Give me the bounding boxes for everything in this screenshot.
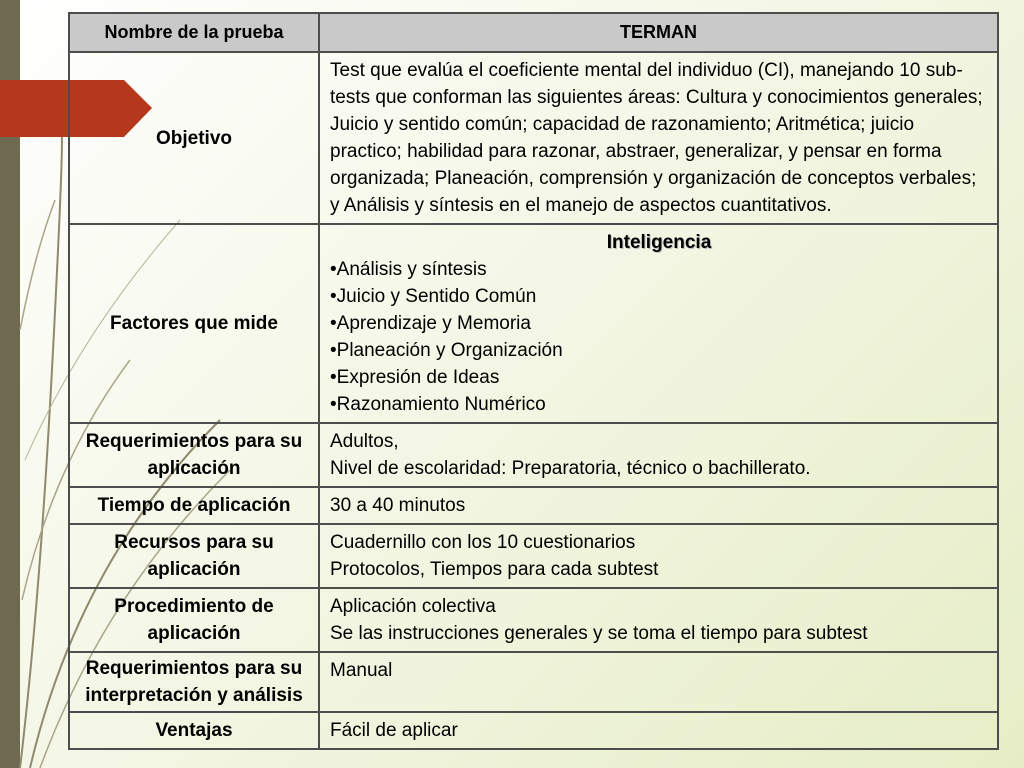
row-label-procedimiento xyxy=(69,588,319,652)
value-line: Nivel de escolaridad: Preparatoria, técnico o bachillerato. xyxy=(330,458,811,479)
list-item xyxy=(330,364,988,391)
row-label-tiempo xyxy=(69,487,319,524)
value-line: Adultos, xyxy=(330,431,399,452)
row-label-requerimientos-aplicacion xyxy=(69,423,319,487)
table-row-factores xyxy=(69,224,998,423)
value-line: Se las instrucciones generales y se toma el tiempo para subtest xyxy=(330,623,868,644)
list-item-text: Expresión de Ideas xyxy=(336,367,500,388)
row-label-text: Objetivo xyxy=(155,127,232,149)
list-item xyxy=(330,391,988,418)
table-row-requerimientos-aplicacion xyxy=(69,423,998,487)
header-value-cell xyxy=(319,13,998,52)
table-row-ventajas xyxy=(69,712,998,749)
table-row-interpretacion xyxy=(69,652,998,712)
test-info-table xyxy=(68,12,999,750)
table-row-objetivo xyxy=(69,52,998,224)
list-item xyxy=(330,256,988,283)
list-item-text: Juicio y Sentido Común xyxy=(336,286,537,307)
row-label-text: Procedimiento de aplicación xyxy=(114,596,274,644)
value-line: Fácil de aplicar xyxy=(330,720,458,741)
row-label-factores xyxy=(69,224,319,423)
row-value-objetivo xyxy=(319,52,998,224)
factores-subheading: Inteligencia xyxy=(606,232,712,253)
row-label-objetivo xyxy=(69,52,319,224)
table-row-tiempo xyxy=(69,487,998,524)
value-line: Protocolos, Tiempos para cada subtest xyxy=(330,559,659,580)
row-label-text: Ventajas xyxy=(155,720,233,741)
value-line: Aplicación colectiva xyxy=(330,596,496,617)
row-value-factores xyxy=(319,224,998,423)
table-row-procedimiento xyxy=(69,588,998,652)
row-value-text: Test que evalúa el coeficiente mental del individuo (CI), manejando 10 sub-tests que conforman las siguientes áreas: Cultura y conocimientos generales; Juicio y sentido común; capacidad de razonamiento; Aritmética; juicio practico; habilidad para razonar, abstraer, generalizar, y pensar en forma organizada; Planeación, comprensión y organización de conceptos verbales; y Análisis y síntesis en el manejo de aspectos cuantitativos. xyxy=(330,60,983,216)
row-label-text: Requerimientos para su interpretación y análisis xyxy=(85,658,303,706)
row-value-interpretacion xyxy=(319,652,998,712)
header-value: TERMAN xyxy=(620,22,697,42)
row-label-interpretacion xyxy=(69,652,319,712)
list-item-text: Planeación y Organización xyxy=(336,340,563,361)
row-label-text: Requerimientos para su aplicación xyxy=(85,431,303,479)
row-value-procedimiento xyxy=(319,588,998,652)
value-line: Manual xyxy=(330,660,393,681)
table-header-row xyxy=(69,13,998,52)
row-value-ventajas xyxy=(319,712,998,749)
row-label-ventajas xyxy=(69,712,319,749)
list-item-text: Análisis y síntesis xyxy=(336,259,487,280)
row-label-text: Factores que mide xyxy=(110,313,278,334)
row-label-text: Recursos para su aplicación xyxy=(114,532,274,580)
row-value-tiempo xyxy=(319,487,998,524)
list-item-text: Aprendizaje y Memoria xyxy=(336,313,531,334)
row-value-requerimientos-aplicacion xyxy=(319,423,998,487)
row-label-text: Tiempo de aplicación xyxy=(97,495,291,516)
list-item xyxy=(330,283,988,310)
list-item xyxy=(330,310,988,337)
header-label: Nombre de la prueba xyxy=(104,22,284,42)
table-row-recursos xyxy=(69,524,998,588)
header-label-cell xyxy=(69,13,319,52)
list-item xyxy=(330,337,988,364)
row-label-recursos xyxy=(69,524,319,588)
value-line: Cuadernillo con los 10 cuestionarios xyxy=(330,532,636,553)
row-value-recursos xyxy=(319,524,998,588)
value-line: 30 a 40 minutos xyxy=(330,495,466,516)
list-item-text: Razonamiento Numérico xyxy=(336,394,546,415)
